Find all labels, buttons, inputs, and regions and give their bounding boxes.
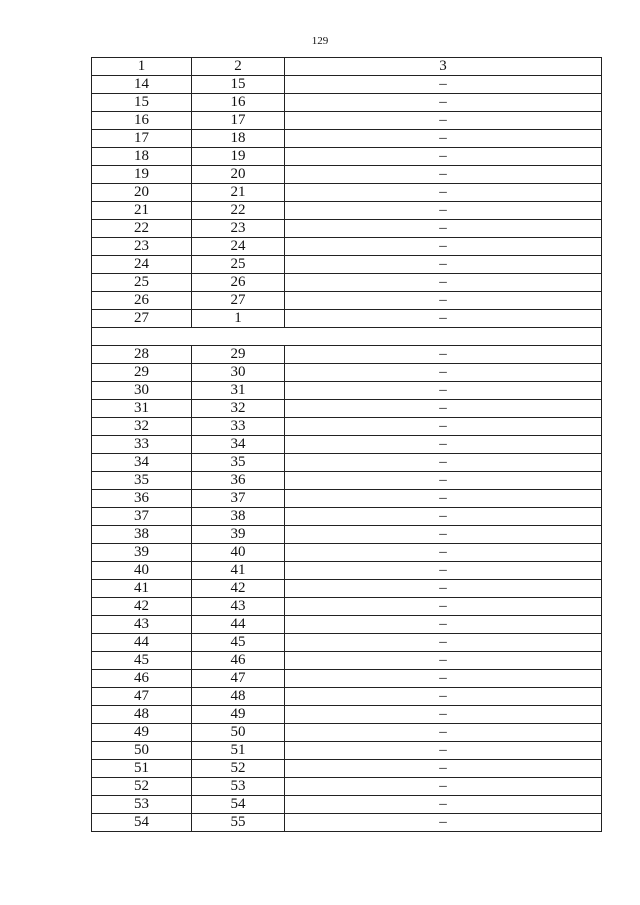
table-cell-col1: 25 [92, 274, 192, 292]
table-cell-col2: 15 [192, 76, 285, 94]
table-row [92, 238, 602, 256]
table-cell-col2: 16 [192, 94, 285, 112]
table-row [92, 436, 602, 454]
table-cell-col2: 48 [192, 688, 285, 706]
table-cell-col2: 23 [192, 220, 285, 238]
table-cell-col1: 27 [92, 310, 192, 328]
table-cell-col3: – [285, 454, 602, 472]
table-cell-col1: 28 [92, 346, 192, 364]
table-cell-col1: 41 [92, 580, 192, 598]
table-cell-col3: – [285, 688, 602, 706]
table-cell-col2: 29 [192, 346, 285, 364]
table-row [92, 544, 602, 562]
column-header-1: 1 [92, 58, 192, 76]
separator-cell [92, 328, 602, 346]
table-cell-col2: 32 [192, 400, 285, 418]
table-cell-col2: 37 [192, 490, 285, 508]
table-cell-col2: 27 [192, 292, 285, 310]
table-cell-col1: 48 [92, 706, 192, 724]
table-cell-col1: 45 [92, 652, 192, 670]
table-cell-col3: – [285, 742, 602, 760]
table-cell-col2: 20 [192, 166, 285, 184]
table-row [92, 454, 602, 472]
table-cell-col1: 35 [92, 472, 192, 490]
table-row [92, 382, 602, 400]
table-cell-col3: – [285, 616, 602, 634]
table-cell-col2: 55 [192, 814, 285, 832]
table-cell-col2: 35 [192, 454, 285, 472]
table-cell-col1: 54 [92, 814, 192, 832]
table-cell-col3: – [285, 706, 602, 724]
table-cell-col3: – [285, 202, 602, 220]
table-cell-col1: 21 [92, 202, 192, 220]
table-cell-col1: 47 [92, 688, 192, 706]
table-cell-col3: – [285, 814, 602, 832]
table-cell-col2: 18 [192, 130, 285, 148]
table-row [92, 760, 602, 778]
table-row [92, 706, 602, 724]
table-row [92, 220, 602, 238]
table-row [92, 742, 602, 760]
table-cell-col3: – [285, 292, 602, 310]
page-number: 129 [311, 35, 329, 47]
table-cell-col1: 39 [92, 544, 192, 562]
table-cell-col3: – [285, 436, 602, 454]
table-cell-col3: – [285, 472, 602, 490]
table-cell-col2: 34 [192, 436, 285, 454]
table-cell-col3: – [285, 796, 602, 814]
table-row [92, 724, 602, 742]
table-body-bottom [92, 346, 602, 832]
table-cell-col1: 16 [92, 112, 192, 130]
table-cell-col2: 47 [192, 670, 285, 688]
table-row [92, 400, 602, 418]
table-cell-col2: 49 [192, 706, 285, 724]
table-cell-col2: 39 [192, 526, 285, 544]
table-cell-col3: – [285, 544, 602, 562]
table-cell-col3: – [285, 778, 602, 796]
table-row [92, 76, 602, 94]
table-cell-col1: 52 [92, 778, 192, 796]
table-cell-col3: – [285, 670, 602, 688]
table-separator-row [92, 328, 602, 346]
table-cell-col2: 26 [192, 274, 285, 292]
table-cell-col1: 33 [92, 436, 192, 454]
table-cell-col3: – [285, 598, 602, 616]
table-cell-col1: 51 [92, 760, 192, 778]
table-row [92, 166, 602, 184]
table-row [92, 418, 602, 436]
table-cell-col1: 40 [92, 562, 192, 580]
table-row [92, 598, 602, 616]
table-row [92, 634, 602, 652]
table-cell-col2: 25 [192, 256, 285, 274]
table-cell-col1: 46 [92, 670, 192, 688]
table-cell-col2: 40 [192, 544, 285, 562]
table-row [92, 670, 602, 688]
table-cell-col2: 38 [192, 508, 285, 526]
table-cell-col1: 43 [92, 616, 192, 634]
table-row [92, 616, 602, 634]
table-cell-col1: 31 [92, 400, 192, 418]
table-cell-col1: 14 [92, 76, 192, 94]
table-cell-col1: 23 [92, 238, 192, 256]
table-row [92, 688, 602, 706]
data-table [91, 57, 602, 832]
table-cell-col1: 15 [92, 94, 192, 112]
table-cell-col2: 33 [192, 418, 285, 436]
table-cell-col3: – [285, 112, 602, 130]
table-cell-col2: 51 [192, 742, 285, 760]
table-cell-col3: – [285, 490, 602, 508]
table-cell-col3: – [285, 634, 602, 652]
table-cell-col1: 22 [92, 220, 192, 238]
table-cell-col2: 30 [192, 364, 285, 382]
table-row [92, 778, 602, 796]
table-cell-col3: – [285, 508, 602, 526]
table-cell-col3: – [285, 76, 602, 94]
table-cell-col3: – [285, 580, 602, 598]
table-cell-col2: 19 [192, 148, 285, 166]
table-cell-col3: – [285, 256, 602, 274]
table-cell-col3: – [285, 166, 602, 184]
column-header-3: 3 [285, 58, 602, 76]
table-cell-col2: 22 [192, 202, 285, 220]
table-cell-col3: – [285, 400, 602, 418]
table-row [92, 652, 602, 670]
table-cell-col2: 43 [192, 598, 285, 616]
table-row [92, 508, 602, 526]
table-cell-col1: 34 [92, 454, 192, 472]
table-gap [92, 328, 602, 346]
table-cell-col1: 19 [92, 166, 192, 184]
table-row [92, 274, 602, 292]
table-cell-col1: 36 [92, 490, 192, 508]
table-cell-col3: – [285, 526, 602, 544]
table-cell-col3: – [285, 364, 602, 382]
table-row [92, 256, 602, 274]
table-row [92, 112, 602, 130]
table-cell-col2: 41 [192, 562, 285, 580]
table-cell-col1: 29 [92, 364, 192, 382]
table-cell-col2: 24 [192, 238, 285, 256]
column-header-2: 2 [192, 58, 285, 76]
table-cell-col3: – [285, 382, 602, 400]
table-cell-col1: 17 [92, 130, 192, 148]
table-cell-col2: 54 [192, 796, 285, 814]
table-row [92, 814, 602, 832]
table-cell-col2: 45 [192, 634, 285, 652]
table-row [92, 202, 602, 220]
table-header-row [92, 58, 602, 76]
table-cell-col2: 17 [192, 112, 285, 130]
table-row [92, 184, 602, 202]
table-cell-col2: 42 [192, 580, 285, 598]
table-row [92, 130, 602, 148]
table-cell-col3: – [285, 130, 602, 148]
table-row [92, 490, 602, 508]
table-cell-col3: – [285, 184, 602, 202]
table-cell-col3: – [285, 724, 602, 742]
table-cell-col2: 44 [192, 616, 285, 634]
table-cell-col1: 24 [92, 256, 192, 274]
table-row [92, 94, 602, 112]
table-cell-col3: – [285, 418, 602, 436]
table-cell-col3: – [285, 310, 602, 328]
table-cell-col1: 38 [92, 526, 192, 544]
table-cell-col1: 18 [92, 148, 192, 166]
table-row [92, 148, 602, 166]
table-cell-col3: – [285, 346, 602, 364]
table-row [92, 580, 602, 598]
table-cell-col3: – [285, 562, 602, 580]
table-row [92, 526, 602, 544]
table-row [92, 562, 602, 580]
table-cell-col3: – [285, 220, 602, 238]
table-cell-col1: 50 [92, 742, 192, 760]
table-row [92, 472, 602, 490]
table-row [92, 292, 602, 310]
table-cell-col1: 53 [92, 796, 192, 814]
table-cell-col3: – [285, 94, 602, 112]
table-cell-col1: 30 [92, 382, 192, 400]
table-cell-col2: 36 [192, 472, 285, 490]
table-cell-col3: – [285, 238, 602, 256]
table-cell-col3: – [285, 148, 602, 166]
table-cell-col1: 37 [92, 508, 192, 526]
table-cell-col1: 20 [92, 184, 192, 202]
table-cell-col2: 46 [192, 652, 285, 670]
table-cell-col1: 26 [92, 292, 192, 310]
table-cell-col2: 52 [192, 760, 285, 778]
table-cell-col3: – [285, 652, 602, 670]
table-cell-col3: – [285, 760, 602, 778]
table-cell-col1: 32 [92, 418, 192, 436]
table-cell-col2: 50 [192, 724, 285, 742]
table-cell-col2: 1 [192, 310, 285, 328]
table-row [92, 364, 602, 382]
table-cell-col1: 42 [92, 598, 192, 616]
table-cell-col1: 44 [92, 634, 192, 652]
table-cell-col2: 21 [192, 184, 285, 202]
table-cell-col1: 49 [92, 724, 192, 742]
table-row [92, 796, 602, 814]
table-body-top [92, 76, 602, 328]
table-cell-col2: 53 [192, 778, 285, 796]
table-cell-col2: 31 [192, 382, 285, 400]
table-row [92, 310, 602, 328]
table-row [92, 346, 602, 364]
table-cell-col3: – [285, 274, 602, 292]
